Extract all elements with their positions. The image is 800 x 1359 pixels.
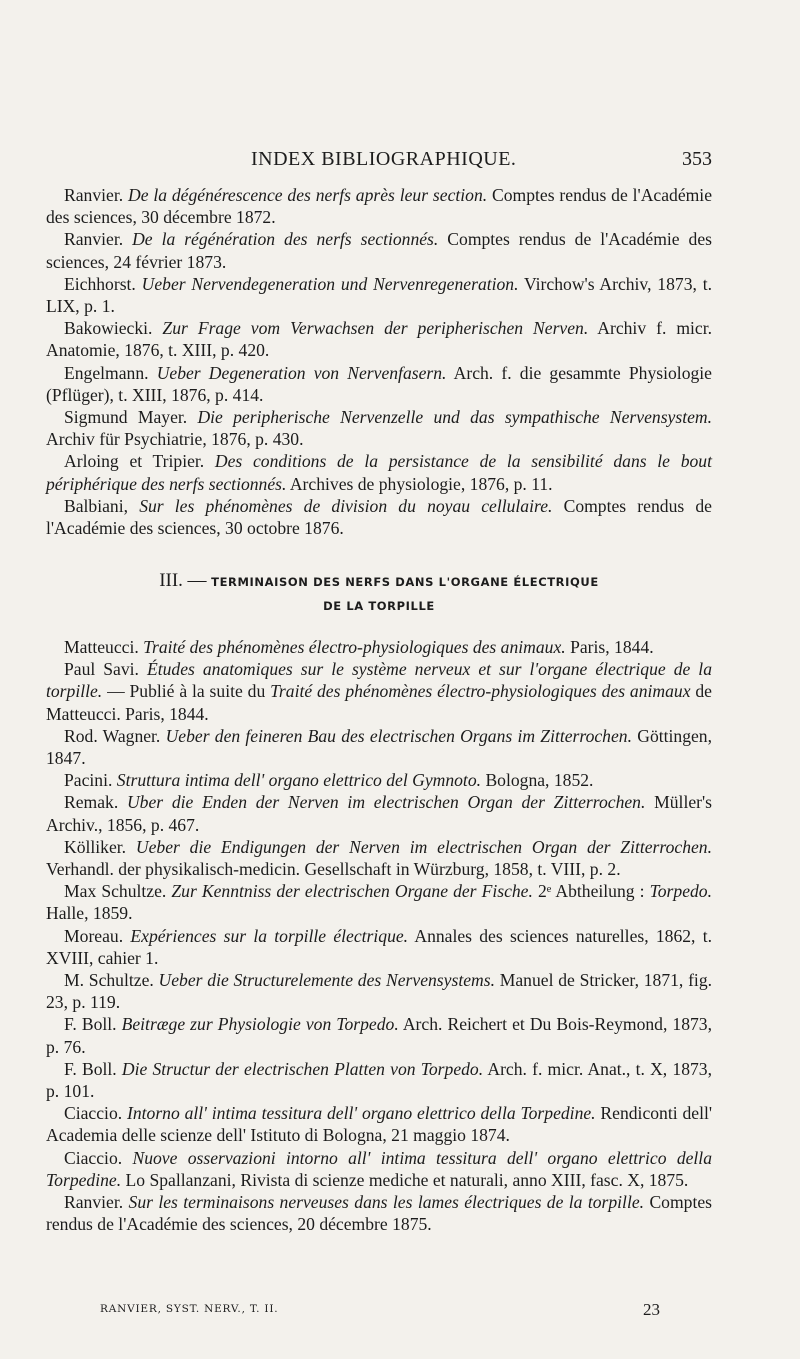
bibliography-entry: Ranvier. De la régénération des nerfs sectionnés. Comptes rendus de l'Académie des sciences, 24 février 1873. <box>46 229 713 272</box>
sheet-number: 23 <box>643 1300 660 1319</box>
bibliography-entry: Remak. Uber die Enden der Nerven im electrischen Organ der Zitterrochen. Müller's Archiv., 1856, p. 467. <box>46 792 713 835</box>
bibliography-entry: Matteucci. Traité des phénomènes électro-physiologiques des animaux. Paris, 1844. <box>64 637 654 657</box>
bibliography-entry: Balbiani, Sur les phénomènes de division du noyau cellulaire. Comptes rendus de l'Académie des sciences, 30 octobre 1876. <box>46 495 712 539</box>
printer-signature: RANVIER, SYST. NERV., T. II. <box>100 1303 279 1315</box>
bibliography-entry: Sigmund Mayer. Die peripherische Nervenzelle und das sympathische Nervensystem. Archiv für Psychiatrie, 1876, p. 430. <box>46 407 713 450</box>
section-iii-heading <box>46 570 712 615</box>
bibliography-entry: Bakowiecki. Zur Frage vom Verwachsen der peripherischen Nerven. Archiv f. micr. Anatomie, 1876, t. XIII, p. 420. <box>46 318 712 361</box>
bibliography-entry: Paul Savi. Études anatomiques sur le système nerveux et sur l'organe électrique de la torpille. — Publié à la suite du Traité des phénomènes électro-physiologiques des animaux de Matteucci. Paris, 1844. <box>46 659 712 724</box>
bibliography-section-iii <box>46 636 712 1235</box>
bibliography-entry: F. Boll. Die Structur der electrischen Platten von Torpedo. Arch. f. micr. Anat., t. X, 1873, p. 101. <box>46 1058 712 1102</box>
running-head <box>46 148 712 174</box>
section-heading-line-1 <box>46 570 712 593</box>
bibliography-entry: Max Schultze. Zur Kenntniss der electrischen Organe der Fische. 2ᵉ Abtheilung : Torpedo. Halle, 1859. <box>46 881 713 924</box>
bibliography-section-ii <box>46 184 712 539</box>
bibliography-entry: M. Schultze. Ueber die Structurelemente des Nervensystems. Manuel de Stricker, 1871, fig. 23, p. 119. <box>46 970 713 1013</box>
section-title: TERMINAISON DES NERFS DANS L'ORGANE ÉLECTRIQUE <box>211 575 599 589</box>
bibliography-entry: Ciaccio. Intorno all' intima tessitura dell' organo elettrico della Torpedine. Rendiconti dell' Academia delle scienze dell' Istituto di Bologna, 21 maggio 1874. <box>46 1103 713 1146</box>
bibliography-entry: Arloing et Tripier. Des conditions de la persistance de la sensibilité dans le bout périphérique des nerfs sectionnés. Archives de physiologie, 1876, p. 11. <box>46 451 712 494</box>
bibliography-entry: Ranvier. De la dégénérescence des nerfs après leur section. Comptes rendus de l'Académie des sciences, 30 décembre 1872. <box>46 185 713 228</box>
section-heading-line-2: DE LA TORPILLE <box>323 599 435 613</box>
bibliography-entry: Ranvier. Sur les terminaisons nerveuses dans les lames électriques de la torpille. Comptes rendus de l'Académie des sciences, 20 décembre 1875. <box>46 1192 712 1235</box>
bibliography-entry: Pacini. Struttura intima dell' organo elettrico del Gymnoto. Bologna, 1852. <box>64 770 594 791</box>
bibliography-entry: Rod. Wagner. Ueber den feineren Bau des electrischen Organs im Zitterrochen. Göttingen, 1847. <box>46 725 712 769</box>
bibliography-entry: Ciaccio. Nuove osservazioni intorno all' intima tessitura dell' organo elettrico della Torpedine. Lo Spallanzani, Rivista di scienze mediche et naturali, anno XIII, fasc. X, 1875. <box>46 1147 712 1190</box>
section-dash: — <box>187 570 207 591</box>
bibliography-entry: Moreau. Expériences sur la torpille électrique. Annales des sciences naturelles, 1862, t. XVIII, cahier 1. <box>46 925 712 968</box>
bibliography-entry: Engelmann. Ueber Degeneration von Nervenfasern. Arch. f. die gesammte Physiologie (Pflüger), t. XIII, 1876, p. 414. <box>46 362 712 405</box>
bibliography-entry: F. Boll. Beitræge zur Physiologie von Torpedo. Arch. Reichert et Du Bois-Reymond, 1873, p. 76. <box>46 1014 712 1057</box>
bibliography-entry: Eichhorst. Ueber Nervendegeneration und Nervenregeneration. Virchow's Archiv, 1873, t. LIX, p. 1. <box>46 273 712 317</box>
section-numeral: III. <box>159 570 183 591</box>
running-title: INDEX BIBLIOGRAPHIQUE. <box>251 148 517 170</box>
page-footer <box>100 1300 660 1320</box>
bibliography-entry: Kölliker. Ueber die Endigungen der Nerven im electrischen Organ der Zitterrochen. Verhandl. der physikalisch-medicin. Gesellschaft in Würzburg, 1858, t. VIII, p. 2. <box>46 836 712 880</box>
page-number: 353 <box>682 148 712 170</box>
